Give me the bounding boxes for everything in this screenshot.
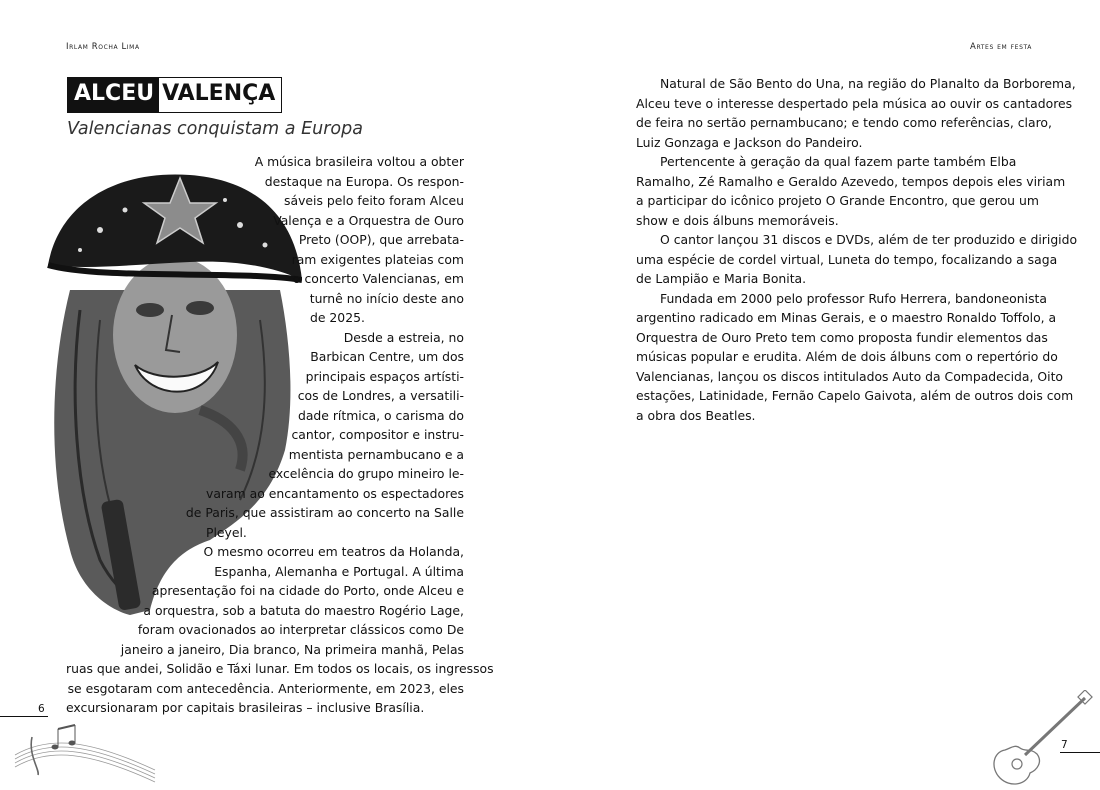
text-line: Desde a estreia, no bbox=[343, 329, 464, 345]
text-line: O cantor lançou 31 discos e DVDs, além de ter produzido e dirigido bbox=[660, 232, 1078, 247]
text-line: destaque na Europa. Os respon- bbox=[264, 173, 464, 189]
running-header-book: Artes em festa bbox=[970, 42, 1032, 52]
text-line: estações, Latinidade, Fernão Capelo Gaivota, além de outros dois com bbox=[636, 388, 1074, 403]
text-line: show e dois álbuns memoráveis. bbox=[636, 212, 839, 228]
text-line: uma espécie de cordel virtual, Luneta do tempo, focalizando a saga bbox=[636, 251, 1058, 267]
music-staff-icon bbox=[10, 715, 160, 785]
article-title bbox=[67, 77, 282, 113]
text-line: O mesmo ocorreu em teatros da Holanda, bbox=[203, 544, 464, 559]
text-line: Barbican Centre, um dos bbox=[310, 349, 464, 364]
text-line: varam ao encantamento os espectadores bbox=[206, 485, 464, 501]
text-line: principais espaços artísti- bbox=[305, 368, 464, 384]
text-line: cos de Londres, a versatili- bbox=[297, 388, 464, 403]
text-line: se esgotaram com antecedência. Anteriormente, em 2023, eles bbox=[67, 680, 464, 696]
text-line: ram exigentes plateias com bbox=[291, 251, 464, 267]
page-number-right: 7 bbox=[1061, 739, 1068, 751]
running-header-author: Irlam Rocha Lima bbox=[66, 42, 140, 52]
text-line: excursionaram por capitais brasileiras – inclusive Brasília. bbox=[66, 700, 425, 715]
text-line: janeiro a janeiro, Dia branco, Na primeira manhã, Pelas bbox=[120, 641, 464, 657]
text-line: de Paris, que assistiram ao concerto na Salle bbox=[185, 505, 464, 520]
text-line: Alceu teve o interesse despertado pela música ao ouvir os cantadores bbox=[636, 95, 1073, 111]
text-line: apresentação foi na cidade do Porto, onde Alceu e bbox=[151, 583, 464, 598]
text-line: Preto (OOP), que arrebata- bbox=[298, 232, 464, 247]
text-line: cantor, compositor e instru- bbox=[291, 427, 464, 442]
text-line: Ramalho, Zé Ramalho e Geraldo Azevedo, tempos depois eles viriam bbox=[636, 173, 1066, 189]
text-line: dade rítmica, o carisma do bbox=[297, 407, 464, 423]
text-line: argentino radicado em Minas Gerais, e o maestro Ronaldo Toffolo, a bbox=[636, 310, 1057, 325]
text-line: mentista pernambucano e a bbox=[288, 446, 464, 462]
text-line: de Lampião e Maria Bonita. bbox=[636, 271, 807, 286]
text-line: Pertencente à geração da qual fazem parte também Elba bbox=[660, 154, 1017, 169]
text-line: foram ovacionados ao interpretar clássicos como De bbox=[137, 622, 464, 637]
text-line: sáveis pelo feito foram Alceu bbox=[284, 193, 464, 208]
text-line: Orquestra de Ouro Preto tem como proposta fundir elementos das bbox=[636, 329, 1048, 345]
text-line: Valencianas, lançou os discos intitulados Auto da Compadecida, Oito bbox=[636, 368, 1064, 384]
title-first-word: ALCEU bbox=[68, 78, 159, 112]
text-line: Fundada em 2000 pelo professor Rufo Herrera, bandoneonista bbox=[660, 290, 1047, 306]
text-line: Natural de São Bento do Una, na região do Planalto da Borborema, bbox=[660, 76, 1076, 91]
article-subtitle: Valencianas conquistam a Europa bbox=[67, 119, 363, 139]
page-number-left: 6 bbox=[38, 703, 45, 715]
text-line: o concerto Valencianas, em bbox=[292, 271, 464, 286]
guitar-icon bbox=[985, 690, 1095, 790]
text-line: a participar do icônico projeto O Grande Encontro, que gerou um bbox=[636, 193, 1039, 208]
text-line: A música brasileira voltou a obter bbox=[254, 154, 464, 169]
text-line: Espanha, Alemanha e Portugal. A última bbox=[214, 563, 464, 579]
text-line: excelência do grupo mineiro le- bbox=[268, 466, 464, 481]
text-line: a orquestra, sob a batuta do maestro Rogério Lage, bbox=[143, 602, 464, 618]
text-line: de 2025. bbox=[310, 310, 365, 325]
left-column-text bbox=[66, 152, 494, 718]
text-line: ruas que andei, Solidão e Táxi lunar. Em todos os locais, os ingressos bbox=[66, 661, 494, 676]
text-line: Valença e a Orquestra de Ouro bbox=[273, 212, 464, 228]
title-second-word: VALENÇA bbox=[159, 78, 281, 112]
text-line: a obra dos Beatles. bbox=[636, 407, 756, 423]
text-line: Luiz Gonzaga e Jackson do Pandeiro. bbox=[636, 134, 863, 150]
text-line: músicas popular e erudita. Além de dois álbuns com o repertório do bbox=[636, 349, 1058, 364]
right-column-text bbox=[636, 74, 1078, 425]
text-line: de feira no sertão pernambucano; e tendo como referências, claro, bbox=[636, 115, 1052, 130]
text-line: turnê no início deste ano bbox=[309, 290, 464, 306]
text-line: Pleyel. bbox=[206, 524, 247, 540]
